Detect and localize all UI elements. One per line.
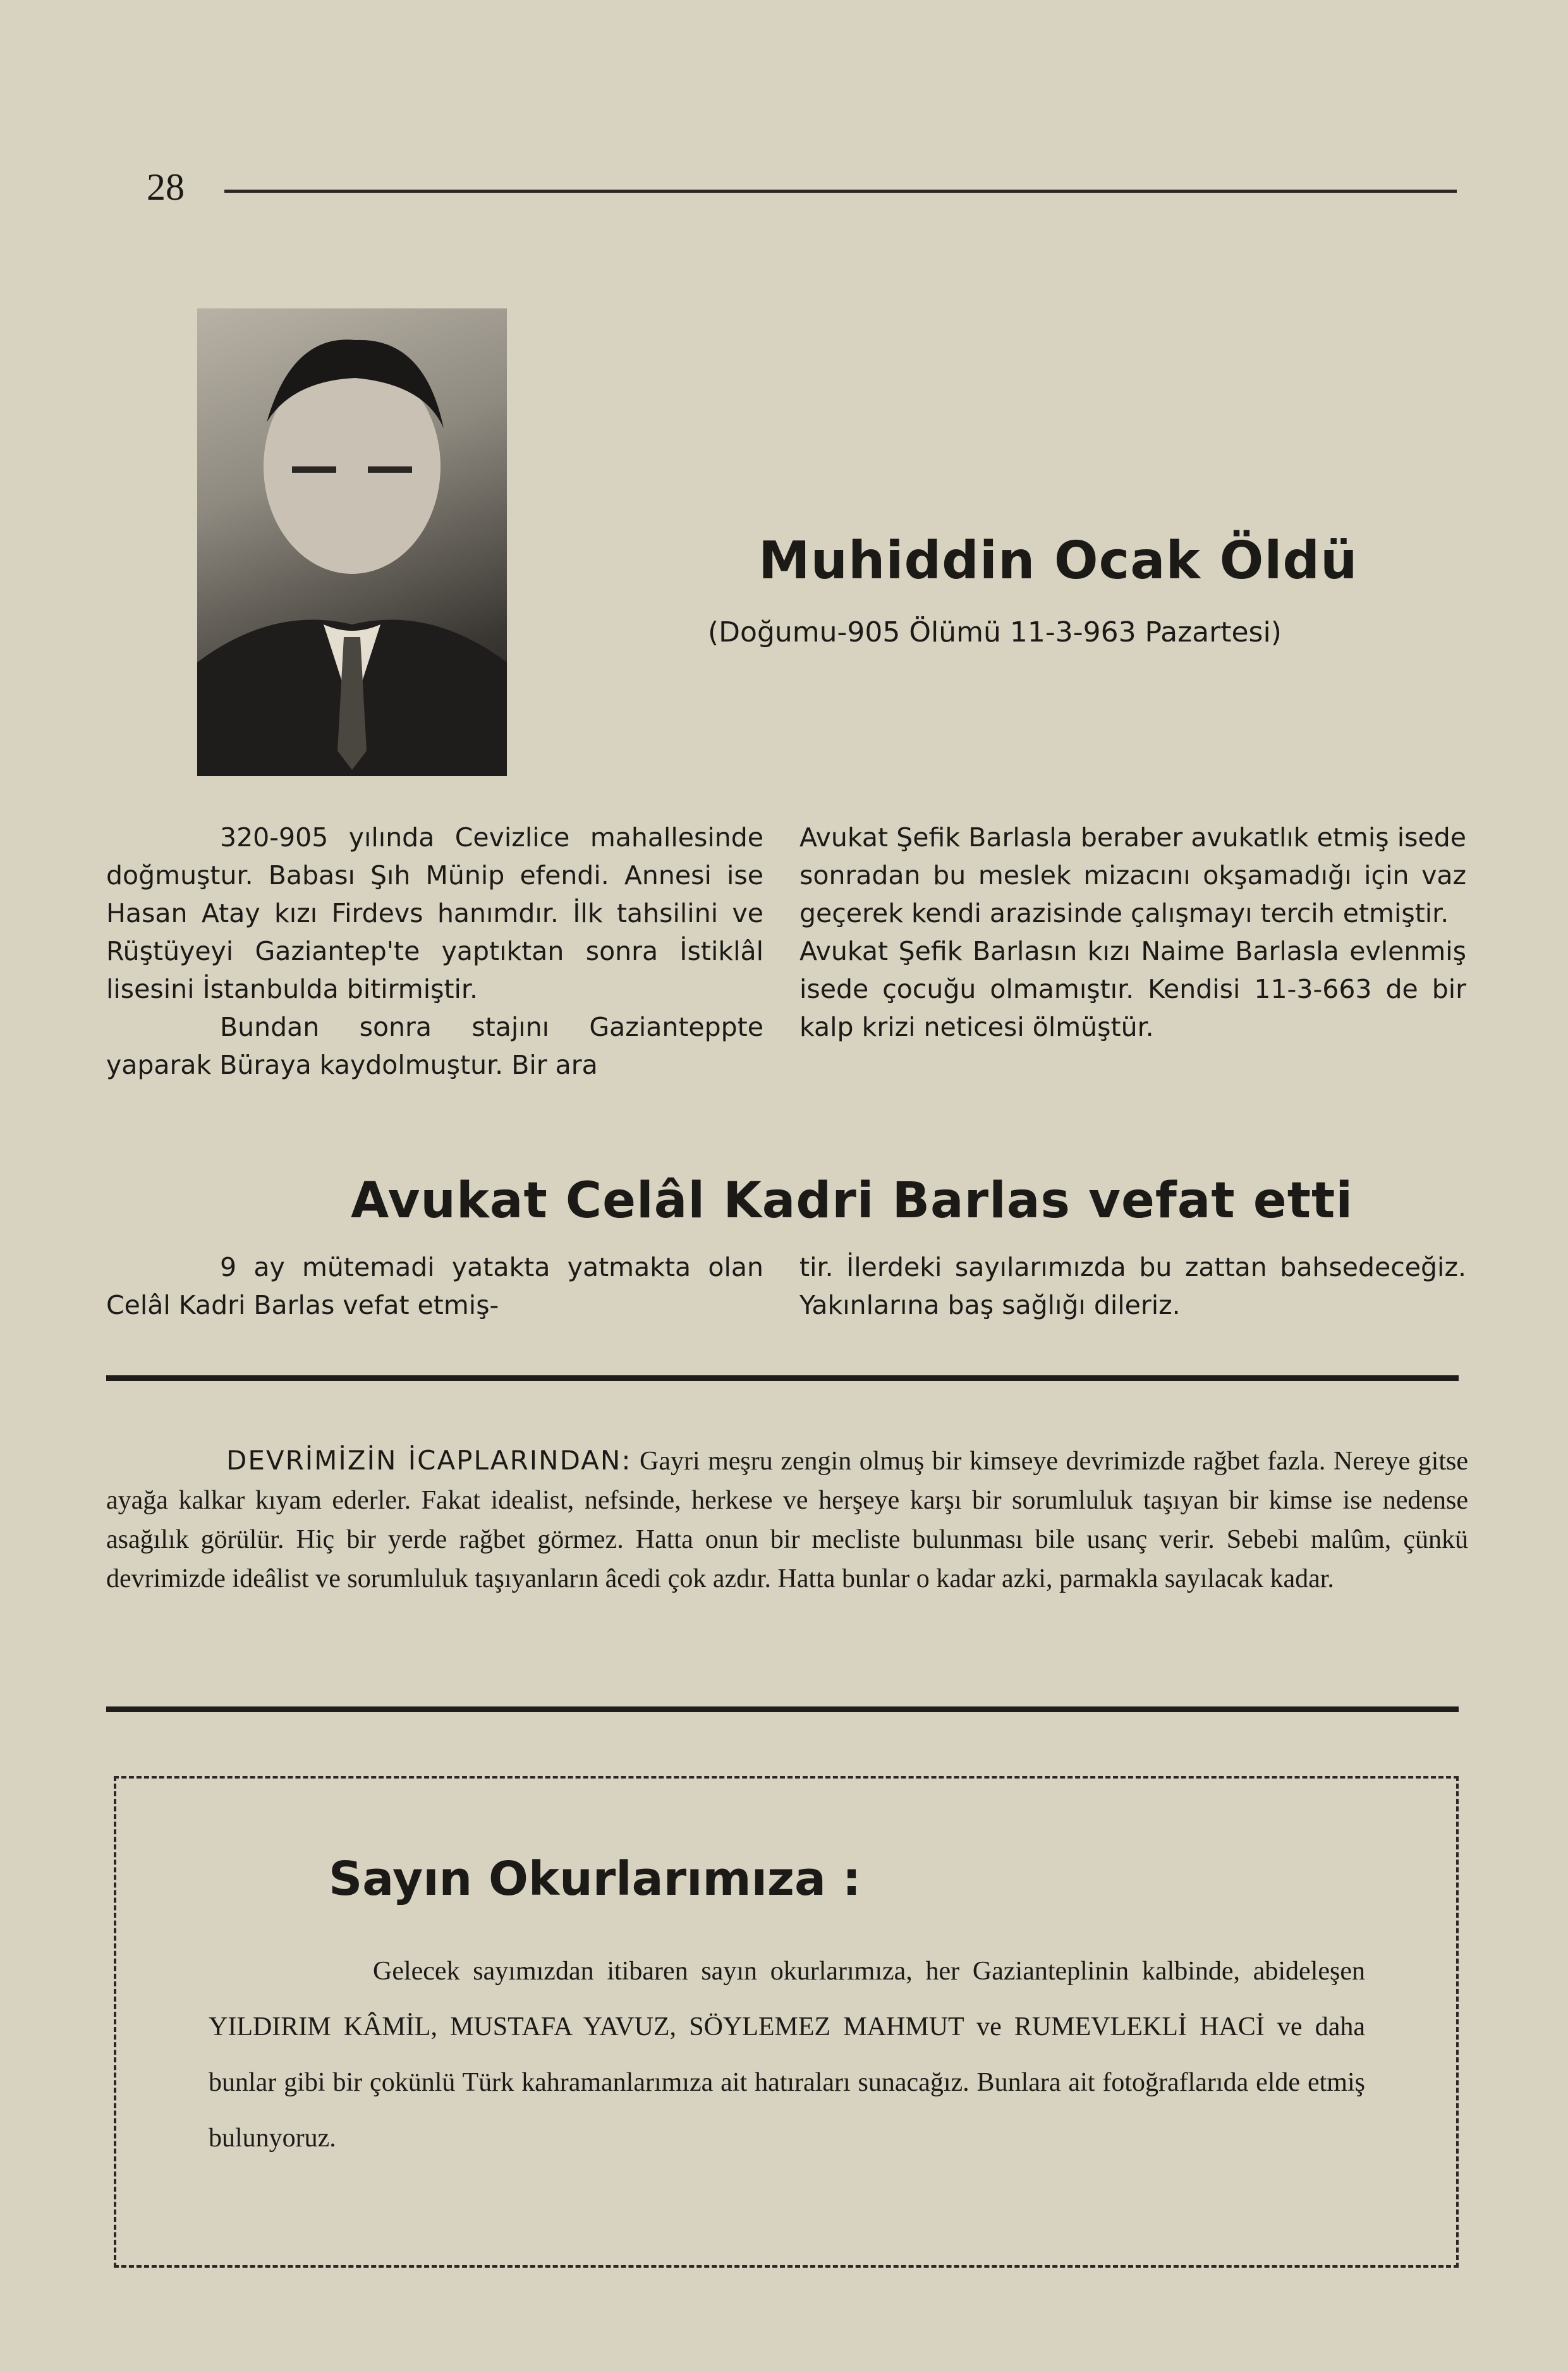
article-paragraph: 9 ay mütemadi yatakta yatmakta olan Celâl Kadri Barlas vefat etmiş- <box>106 1252 763 1320</box>
section-divider <box>106 1706 1459 1712</box>
article-subtitle: (Doğumu-905 Ölümü 11-3-963 Pazartesi) <box>708 616 1282 648</box>
second-article-right-column <box>799 1248 1466 1324</box>
notice-body <box>209 1943 1365 2166</box>
notice-title: Sayın Okurlarımıza : <box>329 1852 861 1906</box>
editorial-paragraph <box>106 1441 1468 1598</box>
article-title: Muhiddin Ocak Öldü <box>758 531 1358 591</box>
article-paragraph: Bundan sonra stajını Gazianteppte yaparak Büraya kaydolmuştur. Bir ara <box>106 1012 763 1080</box>
article-paragraph: Avukat Şefik Barlasın kızı Naime Barlasla evlenmiş isede çocuğu olmamıştır. Kendisi 11-3-663 de bir kalp krizi neticesi ölmüştür. <box>799 936 1466 1042</box>
header-rule <box>224 190 1457 193</box>
article-paragraph: 320-905 yılında Cevizlice mahallesinde doğmuştur. Babası Şıh Münip efendi. Annesi ise Hasan Atay kızı Firdevs hanımdır. İlk tahsilini ve Rüştüyeyi Gaziantep'te yaptıktan sonra İstiklâl lisesini İstanbulda bitirmiştir. <box>106 822 763 1004</box>
article-right-column <box>799 818 1466 1046</box>
section-divider <box>106 1375 1459 1381</box>
page-number: 28 <box>147 166 185 208</box>
article-paragraph: Avukat Şefik Barlasla beraber avukatlık etmiş isede sonradan bu meslek mizacını okşamadığı için vaz geçerek kendi arazisinde çalışmayı tercih etmiştir. <box>799 822 1466 928</box>
editorial-body: Gayri meşru zengin olmuş bir kimseye devrimizde rağbet fazla. Nereye gitse ayağa kalkar kıyam ederler. Fakat idealist, nefsinde, herkese ve herşeye karşı bir sorumluluk taşıyan bir kimse ise nedense asağılık görülür. Hiç bir yerde rağbet görmez. Hatta onun bir mecliste bulunması bile usanç verir. Sebebi malûm, çünkü devrimizde ideâlist ve sorumluluk taşıyanların âcedi çok azdır. Hatta bunlar o kadar azki, parmakla sayılacak kadar. <box>106 1447 1468 1593</box>
editorial-lead: DEVRİMİZİN İCAPLARINDAN: <box>226 1445 632 1476</box>
article-left-column <box>106 818 763 1084</box>
notice-text: Gelecek sayımızdan itibaren sayın okurlarımıza, her Gazianteplinin kalbinde, abideleşen YILDIRIM KÂMİL, MUSTAFA YAVUZ, SÖYLEMEZ MAHMUT ve RUMEVLEKLİ HACİ ve daha bunlar gibi bir çokünlü Türk kahramanlarımıza ait hatıraları sunacağız. Bunlara ait fotoğraflarıda elde etmiş bulunyoruz. <box>209 1957 1365 2153</box>
portrait-illustration <box>197 308 507 776</box>
article-paragraph: tir. İlerdeki sayılarımızda bu zattan bahsedeceğiz. Yakınlarına baş sağlığı dileriz. <box>799 1252 1466 1320</box>
portrait-photo <box>197 308 507 776</box>
second-article-left-column <box>106 1248 763 1324</box>
second-article-title: Avukat Celâl Kadri Barlas vefat etti <box>351 1172 1354 1229</box>
